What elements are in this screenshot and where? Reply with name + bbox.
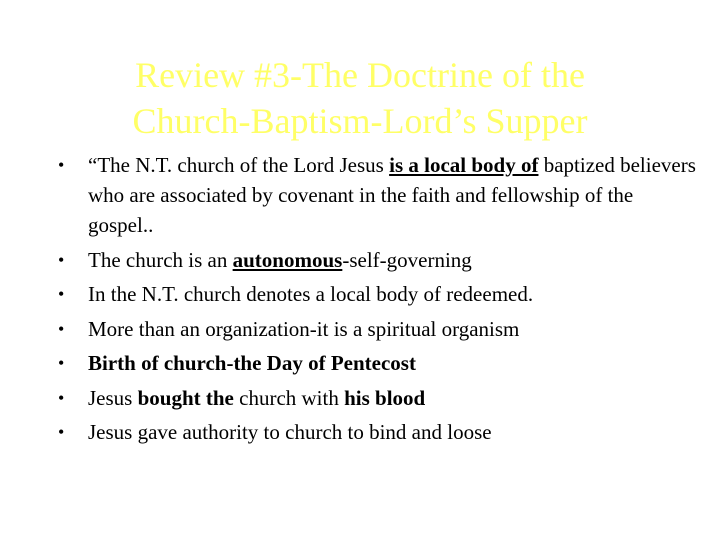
bullet-dot-icon: •	[58, 249, 65, 270]
bullet-text: More than an organization-it is a spiritual organism	[88, 316, 520, 341]
bullet-item	[58, 348, 698, 378]
slide-title	[60, 52, 660, 144]
bullet-dot-icon: •	[58, 353, 65, 373]
bullet-dot-icon: •	[58, 155, 65, 175]
bullet-dot-icon: •	[58, 387, 65, 408]
bullet-item	[58, 150, 698, 240]
bullet-dot-icon: •	[58, 284, 65, 304]
bullet-dot-icon: •	[58, 422, 65, 442]
bullet-item	[58, 383, 698, 413]
bullet-item	[58, 279, 698, 309]
bullet-text: church with	[233, 385, 345, 410]
bullet-text-emphasis: bought the	[137, 385, 234, 410]
title-line-2: Church-Baptism-Lord’s Supper	[132, 101, 588, 141]
bullet-text: “The N.T. church of the Lord Jesus	[88, 153, 390, 177]
bullet-dot-icon: •	[58, 318, 65, 339]
bullet-text: -self-governing	[342, 247, 472, 272]
bullet-text-emphasis: his blood	[344, 385, 426, 410]
bullet-text-emphasis: is a local body of	[389, 153, 539, 177]
bullet-text-emphasis: autonomous	[232, 247, 343, 272]
bullet-text: The church is an	[88, 247, 233, 272]
bullet-item	[58, 245, 698, 275]
bullet-item	[58, 417, 698, 447]
bullet-item	[58, 314, 698, 344]
title-line-1: Review #3-The Doctrine of the	[135, 55, 585, 95]
bullet-text: In the N.T. church denotes a local body of redeemed.	[88, 282, 534, 306]
bullet-text: Jesus gave authority to church to bind and loose	[88, 420, 492, 444]
bullet-text: baptized believers who are associated by covenant in the faith and fellowship of the gospel..	[88, 153, 696, 237]
bullet-list	[58, 150, 698, 452]
bullet-text: Jesus	[88, 385, 138, 410]
bullet-text-emphasis: Birth of church-the Day of Pentecost	[88, 351, 416, 375]
